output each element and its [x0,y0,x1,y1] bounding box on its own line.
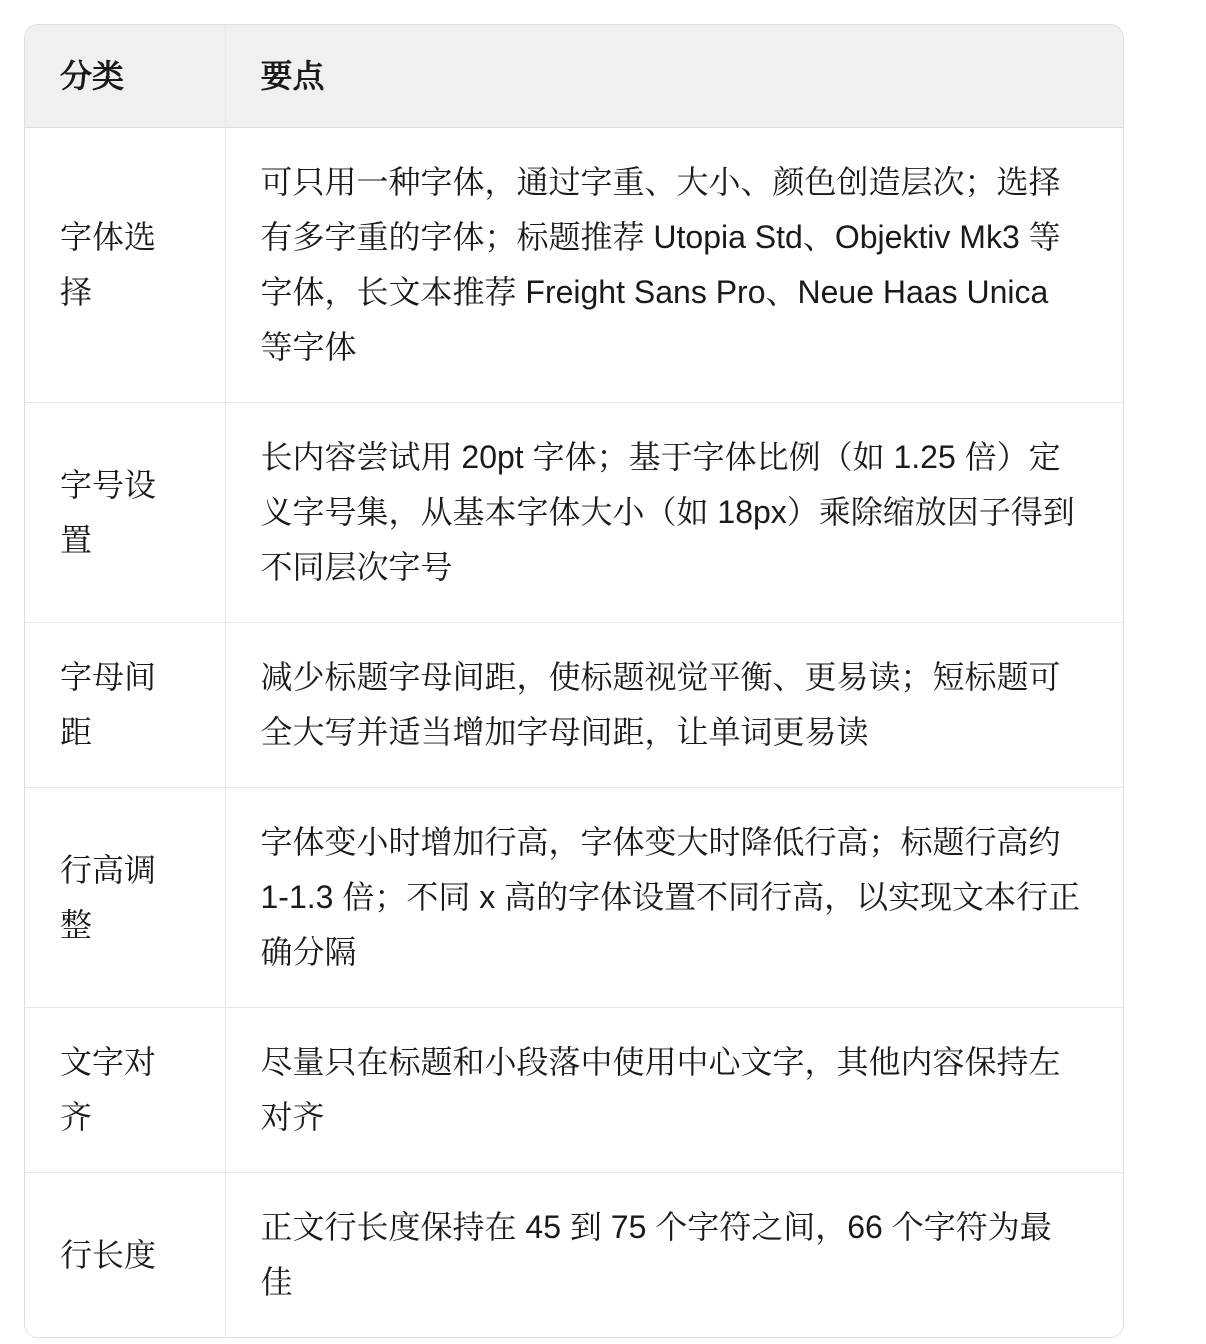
points-cell: 字体变小时增加行高，字体变大时降低行高；标题行高约 1-1.3 倍；不同 x 高的字体设置不同行高，以实现文本行正确分隔 [225,788,1123,1008]
category-cell: 字号设置 [25,403,225,623]
column-header-points: 要点 [225,25,1123,128]
points-cell: 可只用一种字体，通过字重、大小、颜色创造层次；选择有多字重的字体；标题推荐 Utopia Std、Objektiv Mk3 等字体，长文本推荐 Freight Sans Pro、Neue Haas Unica 等字体 [225,128,1123,403]
category-cell: 字母间距 [25,623,225,788]
points-cell: 减少标题字母间距，使标题视觉平衡、更易读；短标题可全大写并适当增加字母间距，让单词更易读 [225,623,1123,788]
category-cell: 字体选择 [25,128,225,403]
table-row [25,403,1123,623]
points-cell: 正文行长度保持在 45 到 75 个字符之间，66 个字符为最佳 [225,1173,1123,1338]
table-row [25,1008,1123,1173]
table-header [25,25,1123,128]
guide-table [25,25,1123,1337]
table-row [25,128,1123,403]
table-row [25,788,1123,1008]
category-cell: 行长度 [25,1173,225,1338]
header-row [25,25,1123,128]
column-header-category: 分类 [25,25,225,128]
table-body [25,128,1123,1338]
points-cell: 长内容尝试用 20pt 字体；基于字体比例（如 1.25 倍）定义字号集，从基本字体大小（如 18px）乘除缩放因子得到不同层次字号 [225,403,1123,623]
category-cell: 行高调整 [25,788,225,1008]
points-cell: 尽量只在标题和小段落中使用中心文字，其他内容保持左对齐 [225,1008,1123,1173]
typography-guidelines-table [24,24,1124,1338]
table-row [25,1173,1123,1338]
table-row [25,623,1123,788]
category-cell: 文字对齐 [25,1008,225,1173]
